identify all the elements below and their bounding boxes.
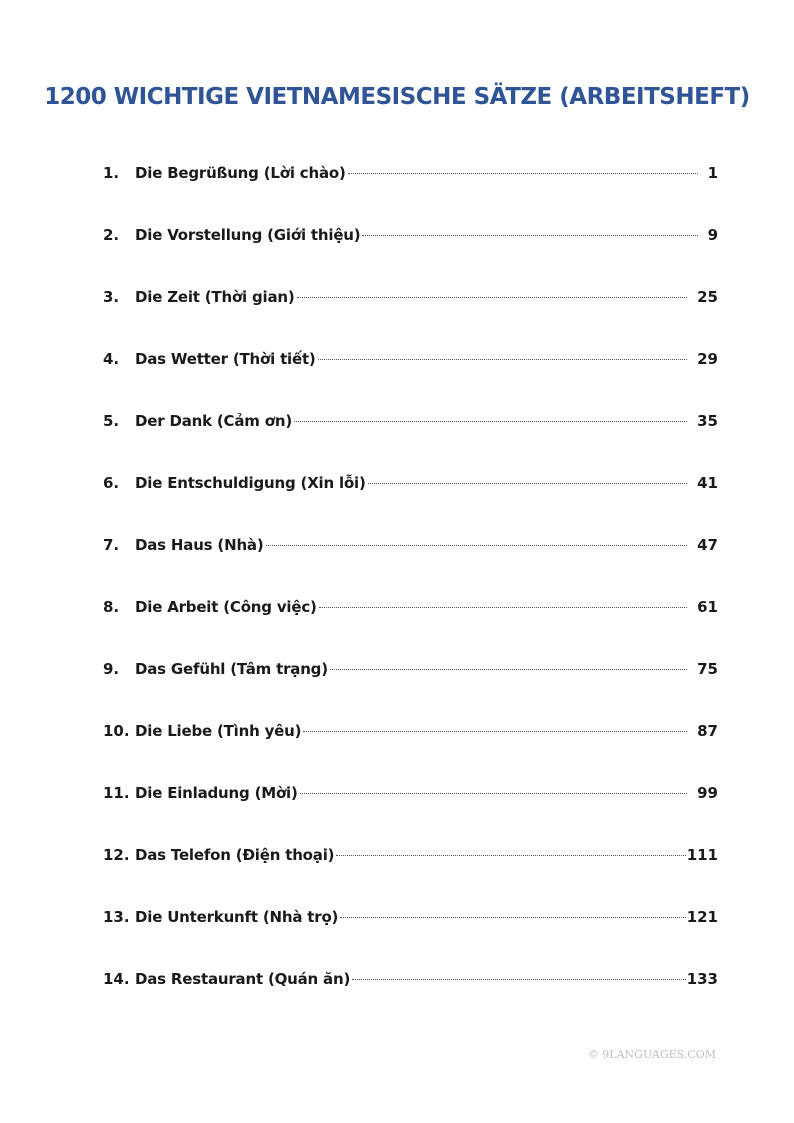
toc-entry-label: Die Begrüßung (Lời chào) [135,164,346,182]
toc-entry-label: Das Wetter (Thời tiết) [135,350,316,368]
toc-entry-page: 1 [707,164,718,182]
toc-dot-leader [348,173,698,174]
toc-entry[interactable] [103,780,718,842]
toc-entry[interactable] [103,160,718,222]
toc-entry-page: 41 [697,474,718,492]
toc-entry-label: Der Dank (Cảm ơn) [135,412,292,430]
toc-entry[interactable] [103,470,718,532]
toc-dot-leader [297,297,688,298]
toc-entry-page: 25 [697,288,718,306]
toc-entry-page: 9 [707,226,718,244]
toc-entry-number: 6. [103,474,120,492]
toc-entry-label: Das Telefon (Điện thoại) [135,846,335,864]
toc-entry-page: 29 [697,350,718,368]
toc-entry[interactable] [103,904,718,966]
toc-entry-number: 2. [103,226,120,244]
toc-entry[interactable] [103,594,718,656]
toc-entry-number: 14. [103,970,130,988]
toc-entry-label: Die Unterkunft (Nhà trọ) [135,908,339,926]
toc-entry-label: Das Restaurant (Quán ăn) [135,970,351,988]
toc-entry[interactable] [103,284,718,346]
toc-entry-page: 35 [697,412,718,430]
toc-entry-label: Die Einladung (Mời) [135,784,298,802]
toc-dot-leader [303,731,687,732]
toc-entry[interactable] [103,966,718,1028]
toc-dot-leader [352,979,686,980]
toc-entry-number: 10. [103,722,130,740]
toc-dot-leader [318,359,688,360]
table-of-contents [103,160,718,1028]
copyright-watermark: © 9LANGUAGES.COM [587,1048,716,1061]
toc-entry-page: 99 [697,784,718,802]
toc-entry-label: Das Gefühl (Tâm trạng) [135,660,328,678]
toc-entry[interactable] [103,346,718,408]
toc-entry-number: 7. [103,536,120,554]
toc-entry[interactable] [103,532,718,594]
toc-dot-leader [368,483,687,484]
toc-dot-leader [330,669,687,670]
toc-entry-label: Die Liebe (Tình yêu) [135,722,302,740]
toc-entry-page: 121 [686,908,718,926]
toc-dot-leader [336,855,685,856]
toc-entry-number: 12. [103,846,130,864]
toc-entry-number: 5. [103,412,120,430]
toc-dot-leader [266,545,688,546]
toc-entry-page: 75 [697,660,718,678]
toc-dot-leader [362,235,697,236]
toc-entry[interactable] [103,718,718,780]
toc-entry-page: 133 [686,970,718,988]
toc-entry-label: Das Haus (Nhà) [135,536,264,554]
toc-entry-number: 9. [103,660,120,678]
toc-entry-page: 47 [697,536,718,554]
toc-entry[interactable] [103,842,718,904]
toc-entry-number: 13. [103,908,130,926]
toc-entry-number: 4. [103,350,120,368]
toc-dot-leader [319,607,687,608]
toc-entry-number: 11. [103,784,130,802]
document-title: 1200 WICHTIGE VIETNAMESISCHE SÄTZE (ARBEITSHEFT) [44,84,750,110]
toc-entry-label: Die Arbeit (Công việc) [135,598,317,616]
toc-dot-leader [294,421,687,422]
toc-entry-page: 111 [686,846,718,864]
toc-entry[interactable] [103,656,718,718]
toc-entry-number: 1. [103,164,120,182]
toc-entry-number: 8. [103,598,120,616]
toc-entry-label: Die Zeit (Thời gian) [135,288,295,306]
toc-entry[interactable] [103,222,718,284]
toc-entry-page: 87 [697,722,718,740]
toc-entry-page: 61 [697,598,718,616]
toc-entry-number: 3. [103,288,120,306]
toc-dot-leader [300,793,687,794]
toc-entry[interactable] [103,408,718,470]
toc-entry-label: Die Entschuldigung (Xin lỗi) [135,474,366,492]
toc-dot-leader [340,917,685,918]
toc-entry-label: Die Vorstellung (Giới thiệu) [135,226,361,244]
